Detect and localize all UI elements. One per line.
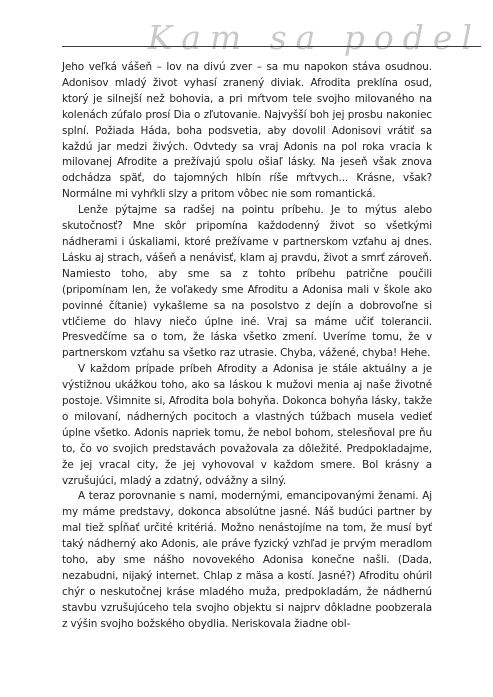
paragraph-3: V každom prípade príbeh Afrodity a Adonisa je stále aktuálny a je výstižnou ukážkou toho, ako sa láskou k mužovi menia aj naše životné postoje. Všimnite si, Afrodita bola bohyňa. Dokonca bohyňa lásky, takže o milovaní, nádherných pocitoch a vlastných túžbach musela vedieť úplne všetko. Adonis napriek tomu, že nebol bohom, stelesňoval pre ňu to, čo vo svojich predstavách považovala za dôležité. Predpokladajme, že jej vracal city, že jej vyhovoval v každom smere. Bol krásny a vzrušujúci, mladý a zdatný, odvážny a silný. [62, 363, 432, 487]
paragraph-4: A teraz porovnanie s nami, modernými, emancipovanými ženami. Aj my máme predstavy, dokonca absolútne jasné. Náš budúci partner by mal tiež spĺňať určité kritériá. Možno nenástojíme na tom, že musí byť taký nádherný ako Adonis, ale práve fyzický vzhľad je prvým meradlom toho, aby sme nášho novovekého Adonisa konečne našli. (Dada, nezabudni, nijaký internet. Chlap z mäsa a kostí. Jasné?) Afroditu ohúril chýr o neskutočnej kráse mladého muža, predpokladám, že nádhernú stavbu vzrušujúceho tela svojho objektu si najprv dôkladne poobzerala z výšin svojho božského obydlia. Neriskovala žiadne obl- [62, 490, 432, 630]
paragraph-2: Lenže pýtajme sa radšej na pointu príbehu. Je to mýtus alebo skutočnosť? Mne skôr pripomína každodenný život so všetkými nádherami i úskaliami, ktoré prežívame v partnerskom vzťahu aj dnes. Lásku aj strach, vášeň a nenávisť, klam aj pravdu, život a smrť zároveň. Namiesto toho, aby sme sa z tohto príbehu patrične poučili (pripomínam len, že voľakedy sme Afroditu a Adonisa mali v škole ako povinné čítanie) vykašleme sa na posolstvo z dejín a dobrovoľne si vtlčieme do hlavy niečo úplne iné. Vraj sa máme učiť tolerancii. Presvedčíme sa o tom, že láska všetko zmení. Uveríme tomu, že v partnerskom vzťahu sa všetko raz utrasie. Chyba, vážené, chyba! Hehe. [62, 204, 432, 360]
header-divider [62, 46, 481, 47]
paragraph-1: Jeho veľká vášeň – lov na divú zver – sa mu napokon stáva osudnou. Adonisov mladý život vyhasí zranený diviak. Afrodita preklína osud, ktorý je silnejší než bohovia, a pri mŕtvom tele svojho milovaného na kolenách zúfalo prosí Dia o zľutovanie. Najvyšší boh jej prosbu nakoniec splní. Požiada Háda, boha podsvetia, aby dovolil Adonisovi vrátiť sa každú jar medzi živých. Odvtedy sa vraj Adonis na pol roka vracia k milovanej Afrodite a prežívajú spolu ošiaľ lásky. Na jeseň však znova odchádza späť, do tajomných hlbín ríše mŕtvych... Krásne, však? Normálne mi vyhŕkli slzy a pritom vôbec nie som romantická. [62, 61, 432, 201]
running-header-title: Kam sa podel [147, 18, 481, 57]
body-text [62, 60, 432, 633]
